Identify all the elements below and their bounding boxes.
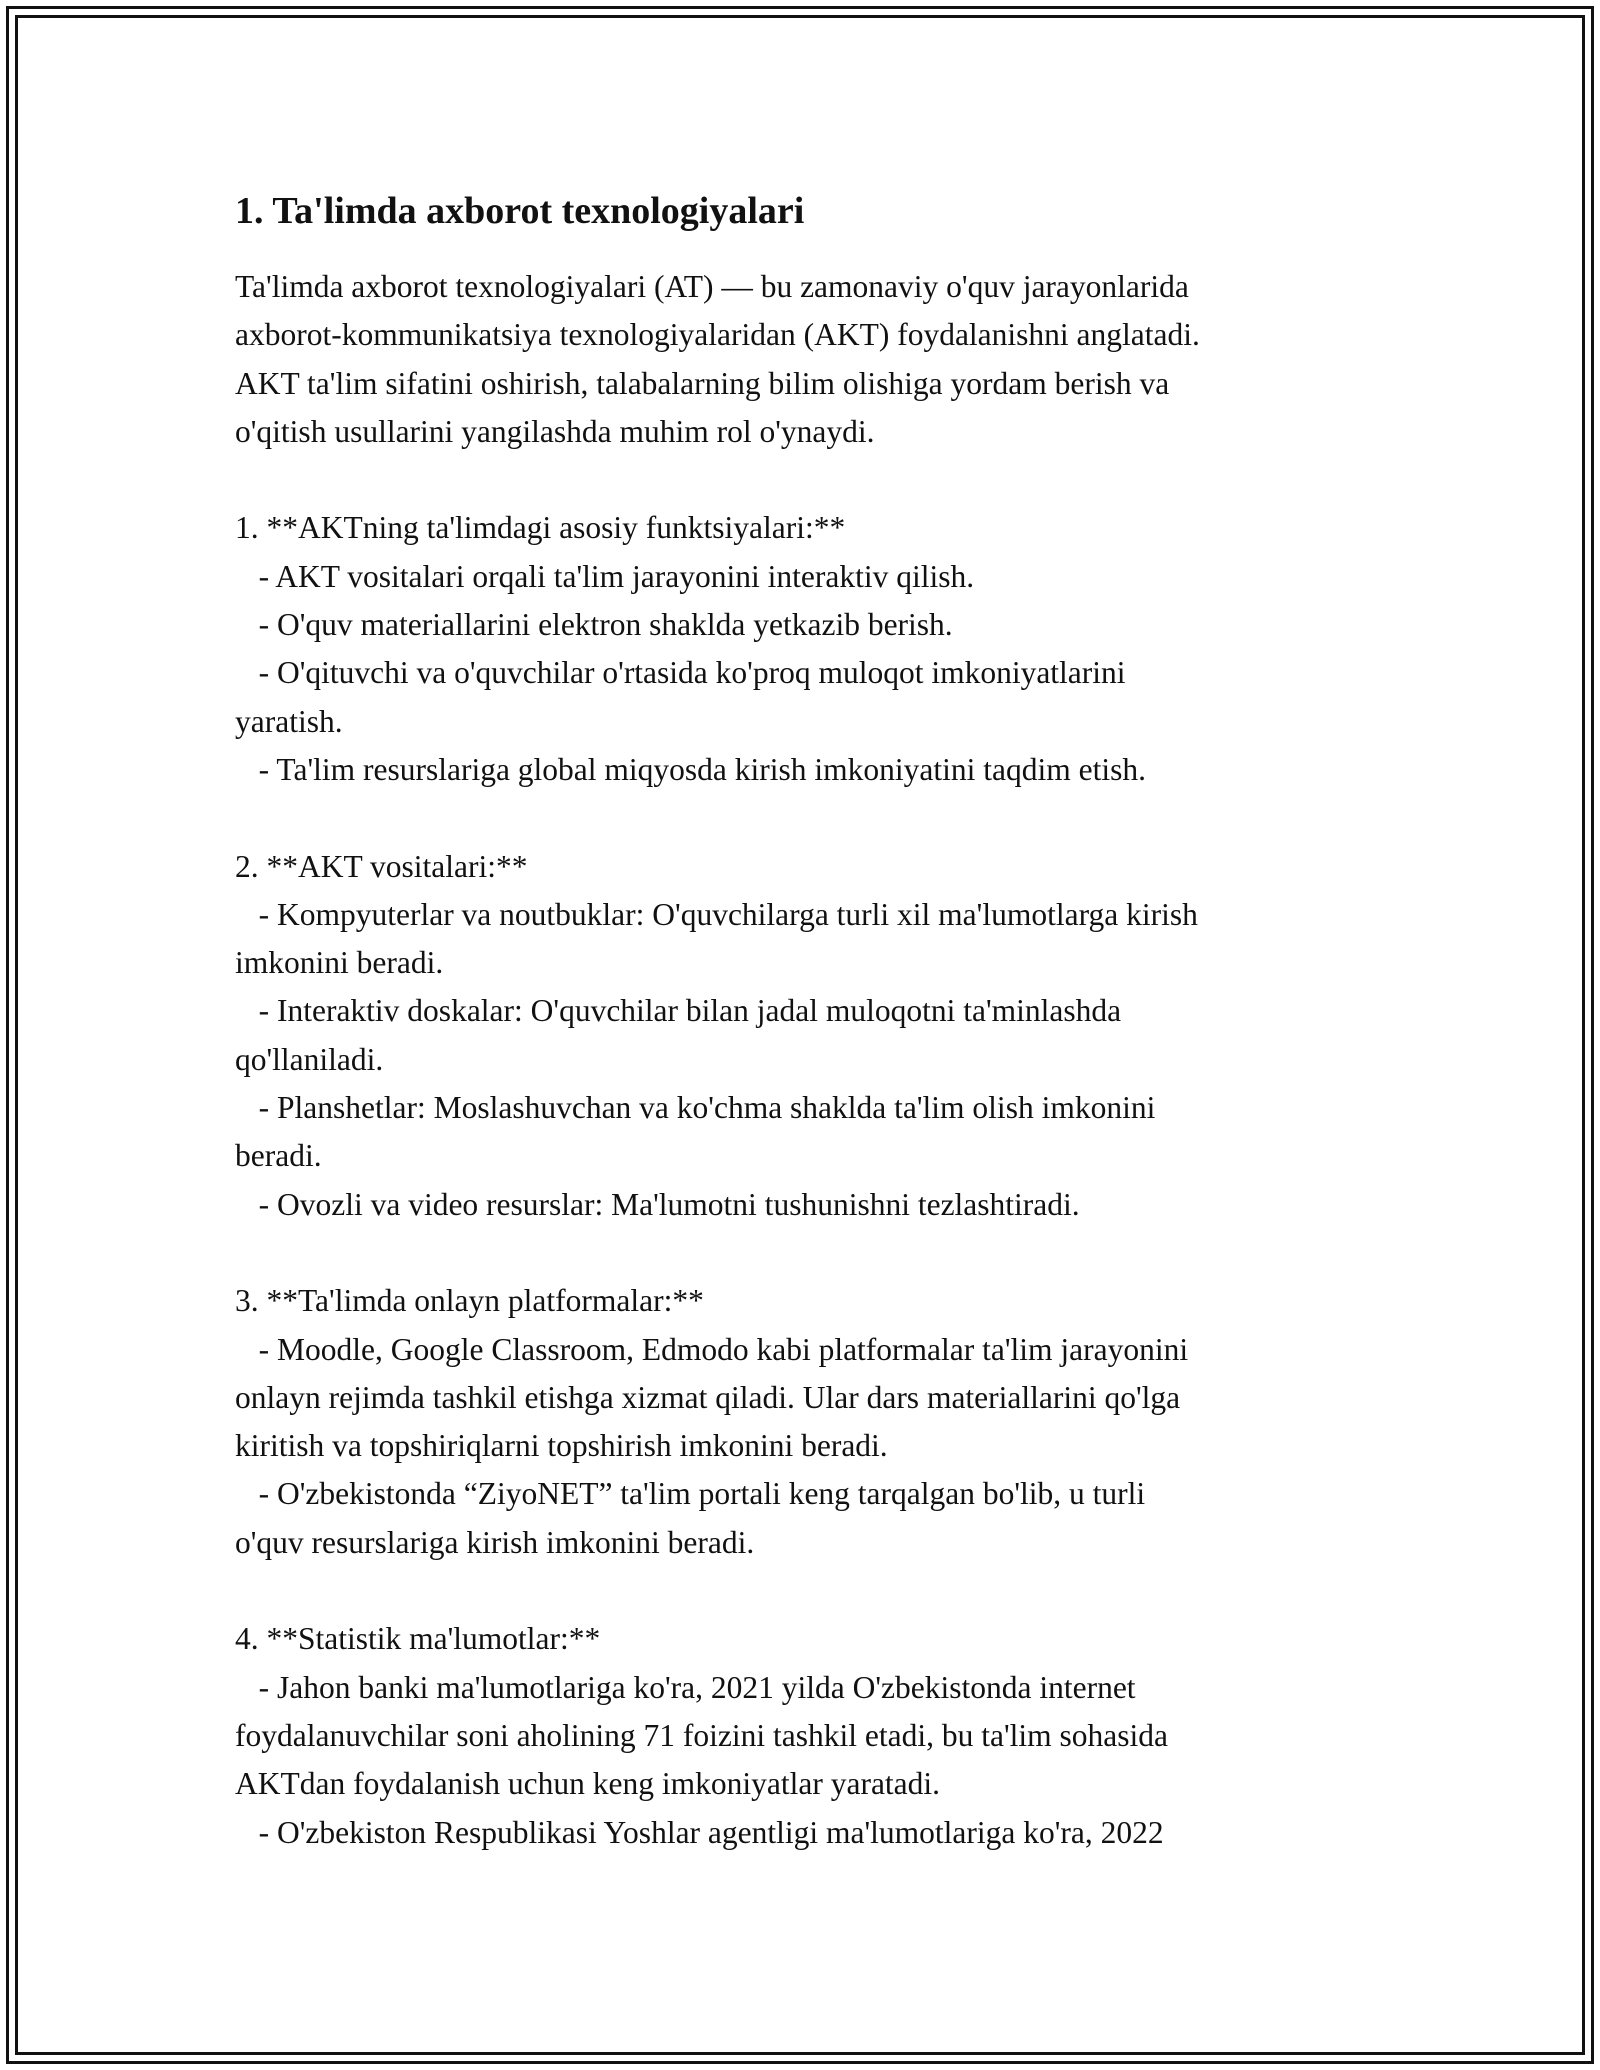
text-line: axborot-kommunikatsiya texnologiyalaridan (AKT) foydalanishni anglatadi. (235, 317, 1200, 353)
text-line: - O'zbekiston Respublikasi Yoshlar agentligi ma'lumotlariga ko'ra, 2022 (235, 1814, 1164, 1850)
blank-line (235, 1567, 1415, 1615)
text-line: - Ovozli va video resurslar: Ma'lumotni tushunishni tezlashtiradi. (235, 1186, 1080, 1222)
text-line: - AKT vositalari orqali ta'lim jarayonini interaktiv qilish. (235, 558, 975, 594)
blank-line (235, 1229, 1415, 1277)
text-line: yaratish. (235, 703, 343, 739)
text-line: AKTdan foydalanish uchun keng imkoniyatlar yaratadi. (235, 1766, 941, 1802)
document-body (235, 185, 1415, 1857)
text-line: Ta'limda axborot texnologiyalari (AT) — bu zamonaviy o'quv jarayonlarida (235, 269, 1189, 304)
document-text (235, 263, 1415, 1857)
text-line: - Jahon banki ma'lumotlariga ko'ra, 2021 yilda O'zbekistonda internet (235, 1669, 1136, 1705)
document-title: 1. Ta'limda axborot texnologiyalari (235, 190, 805, 232)
text-line: beradi. (235, 1138, 322, 1174)
text-line: - Planshetlar: Moslashuvchan va ko'chma shaklda ta'lim olish imkonini (235, 1090, 1156, 1126)
text-line: - Ta'lim resurslariga global miqyosda kirish imkoniyatini taqdim etish. (235, 751, 1147, 787)
text-line: 1. **AKTning ta'limdagi asosiy funktsiyalari:** (235, 510, 846, 546)
text-line: AKT ta'lim sifatini oshirish, talabalarning bilim olishiga yordam berish va (235, 365, 1170, 401)
text-line: - O'zbekistonda “ZiyoNET” ta'lim portali keng tarqalgan bo'lib, u turli (235, 1476, 1146, 1512)
text-line: qo'llaniladi. (235, 1041, 384, 1077)
text-line: 4. **Statistik ma'lumotlar:** (235, 1621, 601, 1657)
text-line: 3. **Ta'limda onlayn platformalar:** (235, 1283, 704, 1319)
text-line: imkonini beradi. (235, 945, 444, 981)
text-line: - O'quv materiallarini elektron shaklda yetkazib berish. (235, 607, 953, 643)
text-line: - Kompyuterlar va noutbuklar: O'quvchilarga turli xil ma'lumotlarga kirish (235, 896, 1198, 932)
text-line: onlayn rejimda tashkil etishga xizmat qiladi. Ular dars materiallarini qo'lga (235, 1379, 1181, 1415)
text-line: o'qitish usullarini yangilashda muhim rol o'ynaydi. (235, 413, 875, 449)
text-line: - Moodle, Google Classroom, Edmodo kabi platformalar ta'lim jarayonini (235, 1331, 1189, 1367)
text-line: o'quv resurslariga kirish imkonini beradi. (235, 1524, 755, 1560)
text-line: foydalanuvchilar soni aholining 71 foizini tashkil etadi, bu ta'lim sohasida (235, 1717, 1168, 1753)
blank-line (235, 456, 1415, 504)
text-line: - Interaktiv doskalar: O'quvchilar bilan jadal muloqotni ta'minlashda (235, 993, 1122, 1029)
text-line: - O'qituvchi va o'quvchilar o'rtasida ko'proq muloqot imkoniyatlarini (235, 655, 1126, 691)
text-line: 2. **AKT vositalari:** (235, 848, 528, 884)
text-line: kiritish va topshiriqlarni topshirish imkonini beradi. (235, 1428, 888, 1464)
blank-line (235, 794, 1415, 842)
